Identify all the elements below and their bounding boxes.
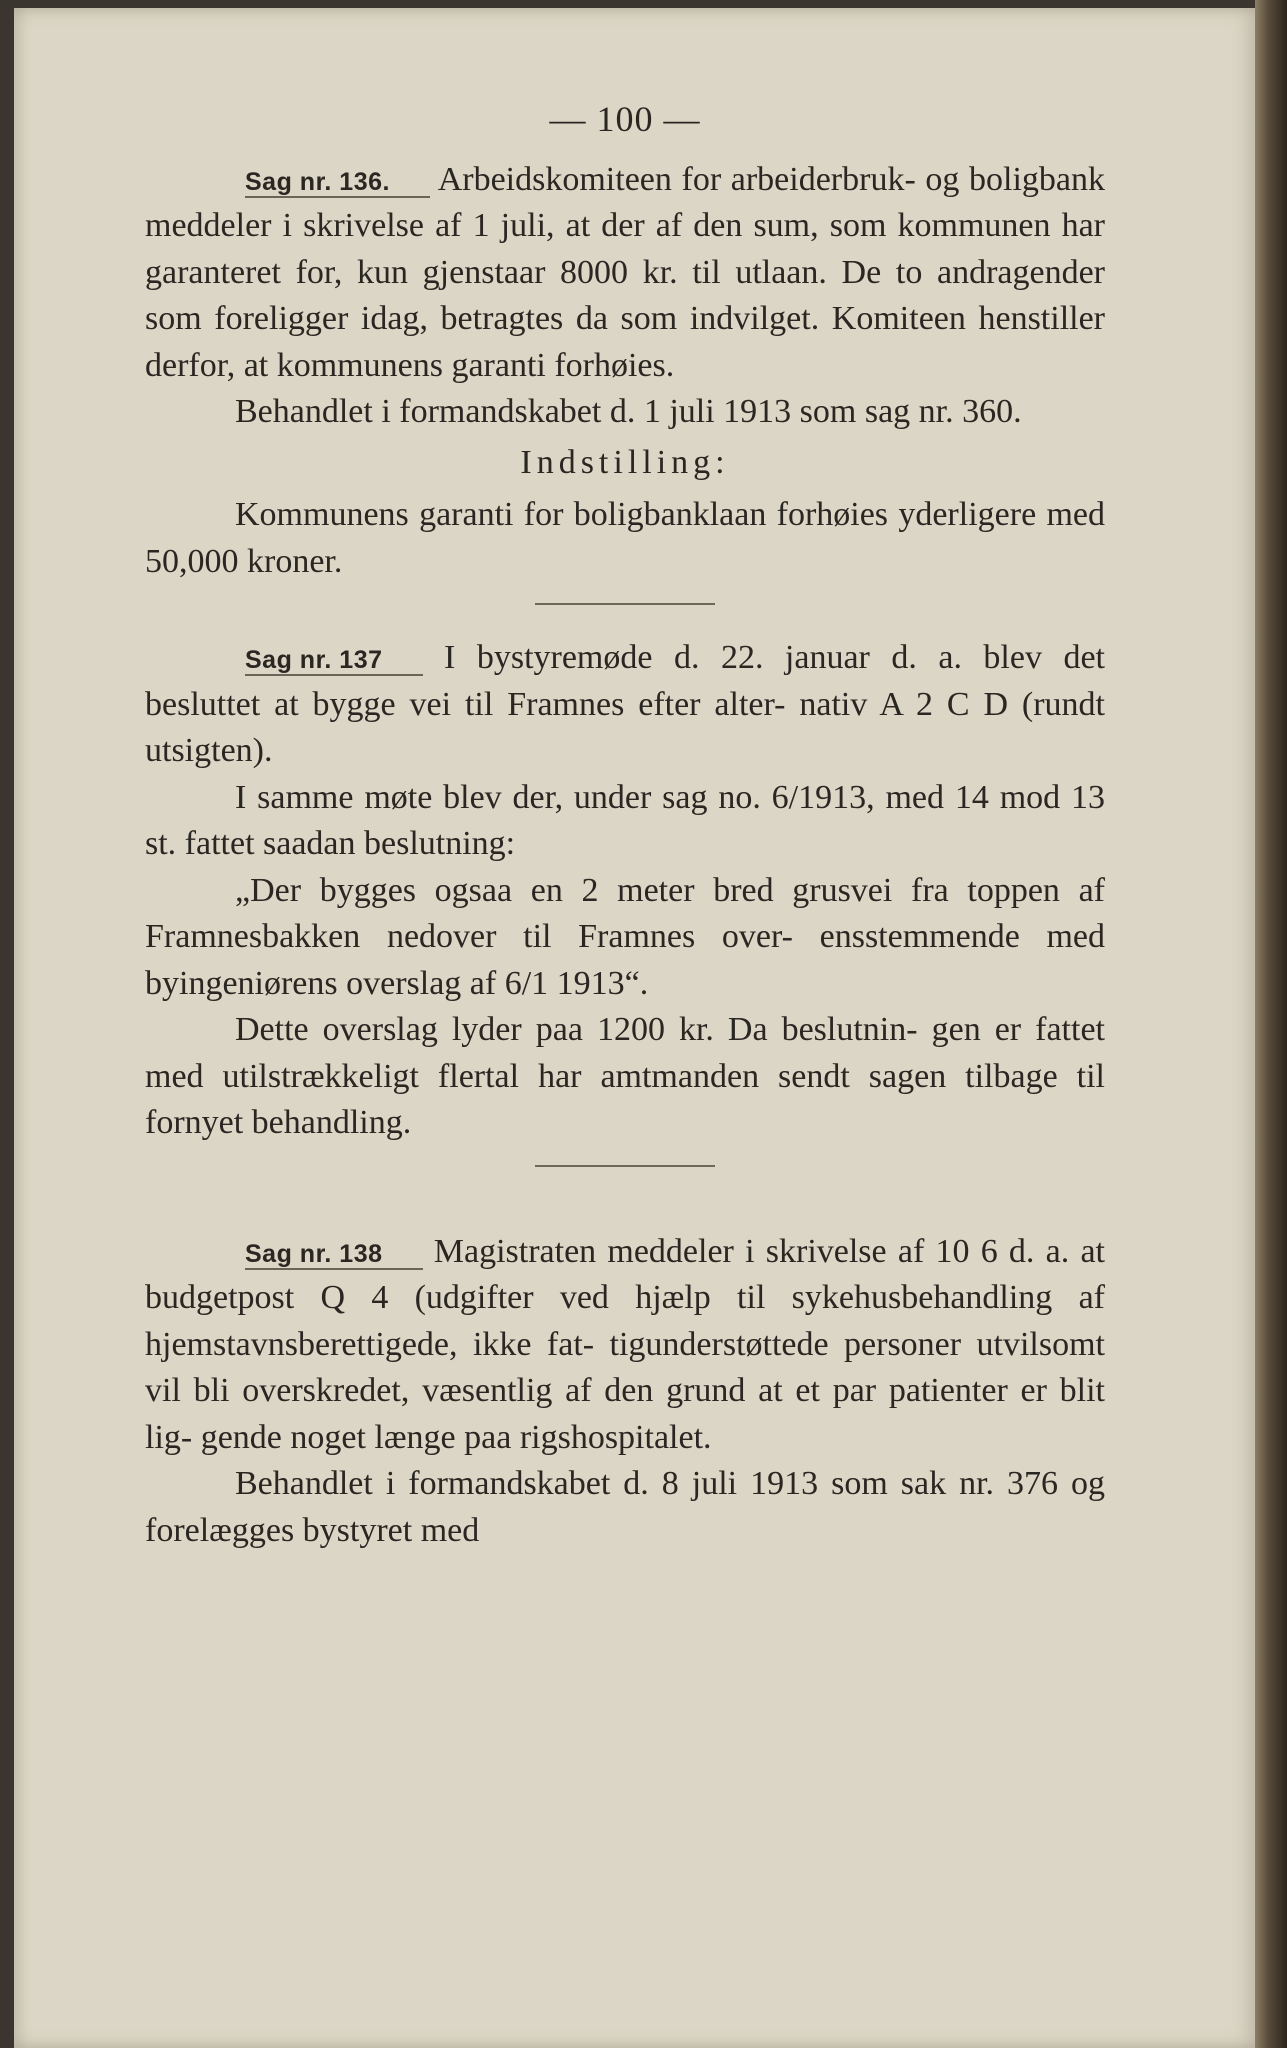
intro-text: I bystyremøde d. 22. januar d. a. blev det besluttet at bygge vei til Framnes efter alter- nativ A 2 C D (rundt utsigten). xyxy=(145,639,1105,769)
section-sag-136 xyxy=(145,157,1105,606)
paragraph: Dette overslag lyder paa 1200 kr. Da beslutnin- gen er fattet med utilstrækkeligt flertal har amtmanden sendt sagen tilbage til fornyet behandling. xyxy=(145,1011,1105,1141)
section-divider xyxy=(535,1165,715,1167)
section-intro xyxy=(145,1229,1105,1462)
section-divider xyxy=(535,603,715,605)
intro-text: Magistraten meddeler i skrivelse af 10 6 d. a. at budgetpost Q 4 (udgifter ved hjælp til sykehusbehandling af hjemstavnsberettigede, ikke fat- tigunderstøttede personer utvilsomt vil bli overskredet, væsentlig af den grund at et par patienter er blit lig- gende noget længe paa rigshospitalet. xyxy=(145,1232,1106,1456)
case-label: Sag nr. 136. xyxy=(245,168,430,198)
quote-paragraph: „Der bygges ogsaa en 2 meter bred grusvei fra toppen af Framnesbakken nedover til Framnes over- ensstemmende med byingeniørens overslag af 6/1 1913“. xyxy=(145,871,1105,1002)
intro-text: Arbeidskomiteen for arbeiderbruk- og boligbank meddeler i skrivelse af 1 juli, at der af den sum, som kommunen har garanteret for, kun gjenstaar 8000 kr. til utlaan. De to andragender som foreligger idag, betragtes da som indvilget. Komiteen henstiller derfor, at kommunens garanti forhøies. xyxy=(145,160,1105,384)
page-number: — 100 — xyxy=(549,99,701,139)
spacer xyxy=(145,1197,1105,1229)
treated-text: Behandlet i formandskabet d. 1 juli 1913 som sag nr. 360. xyxy=(235,393,1022,430)
case-label: Sag nr. 138 xyxy=(245,1240,423,1270)
page-content xyxy=(145,96,1105,1554)
recommendation-heading: Indstilling: xyxy=(520,443,730,481)
section-sag-138 xyxy=(145,1229,1105,1555)
section-intro xyxy=(145,157,1105,390)
section-sag-137 xyxy=(145,635,1105,1167)
recommendation-text: Kommunens garanti for boligbanklaan forhøies yderligere med 50,000 kroner. xyxy=(145,496,1105,580)
book-spine-shadow xyxy=(1255,0,1287,2048)
paragraph: I samme møte blev der, under sag no. 6/1913, med 14 mod 13 st. fattet saadan beslutning: xyxy=(145,778,1105,862)
section-intro xyxy=(145,635,1105,775)
case-label: Sag nr. 137 xyxy=(245,646,423,676)
treated-text: Behandlet i formandskabet d. 8 juli 1913 som sak nr. 376 og forelægges bystyret med xyxy=(145,1465,1105,1549)
book-page xyxy=(14,8,1260,2048)
